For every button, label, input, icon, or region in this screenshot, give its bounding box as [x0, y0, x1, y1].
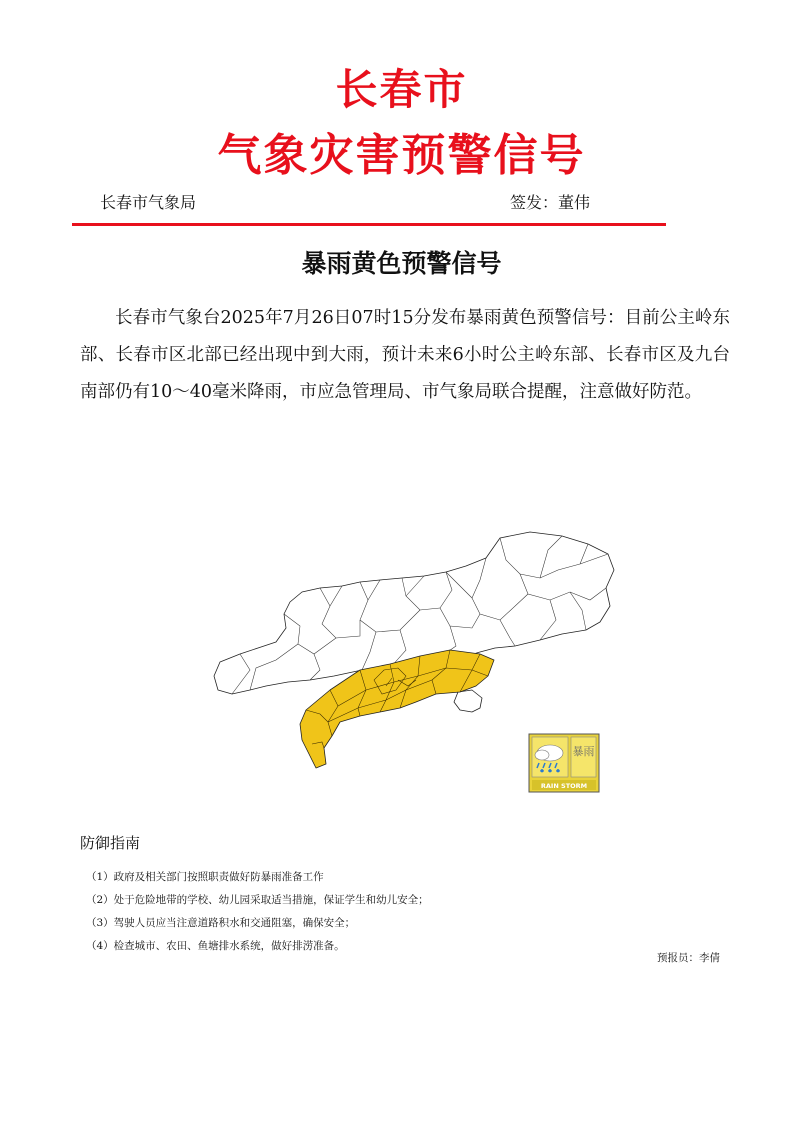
rainstorm-yellow-badge-icon	[528, 733, 600, 793]
guide-list	[86, 866, 429, 958]
forecaster: 预报员：李倩	[657, 952, 720, 964]
guide-item: （3）驾驶人员应当注意道路积水和交通阻塞，确保安全；	[86, 917, 356, 929]
signer: 签发：董伟	[510, 193, 591, 212]
header-divider	[72, 223, 666, 226]
badge-cn-label: 暴雨	[572, 745, 595, 758]
guide-item: （4）检查城市、农田、鱼塘排水系统，做好排涝准备。	[86, 940, 345, 952]
guide-title: 防御指南	[80, 834, 141, 852]
warning-body: 长春市气象台2025年7月26日07时15分发布暴雨黄色预警信号：目前公主岭东部、长春市区北部已经出现中到大雨，预计未来6小时公主岭东部、长春市区及九台南部仍有10～40毫米降雨，市应急管理局、市气象局联合提醒，注意做好防范。	[80, 308, 730, 402]
issuer: 长春市气象局	[100, 193, 197, 212]
badge-en-label: RAIN STORM	[540, 782, 588, 790]
document-title: 气象灾害预警信号	[217, 130, 586, 181]
city-title: 长春市	[335, 65, 468, 114]
guide-item: （1）政府及相关部门按照职责做好防暴雨准备工作	[86, 871, 324, 883]
warning-heading: 暴雨黄色预警信号	[301, 249, 502, 278]
guide-item: （2）处于危险地带的学校、幼儿园采取适当措施，保证学生和幼儿安全；	[86, 894, 429, 906]
